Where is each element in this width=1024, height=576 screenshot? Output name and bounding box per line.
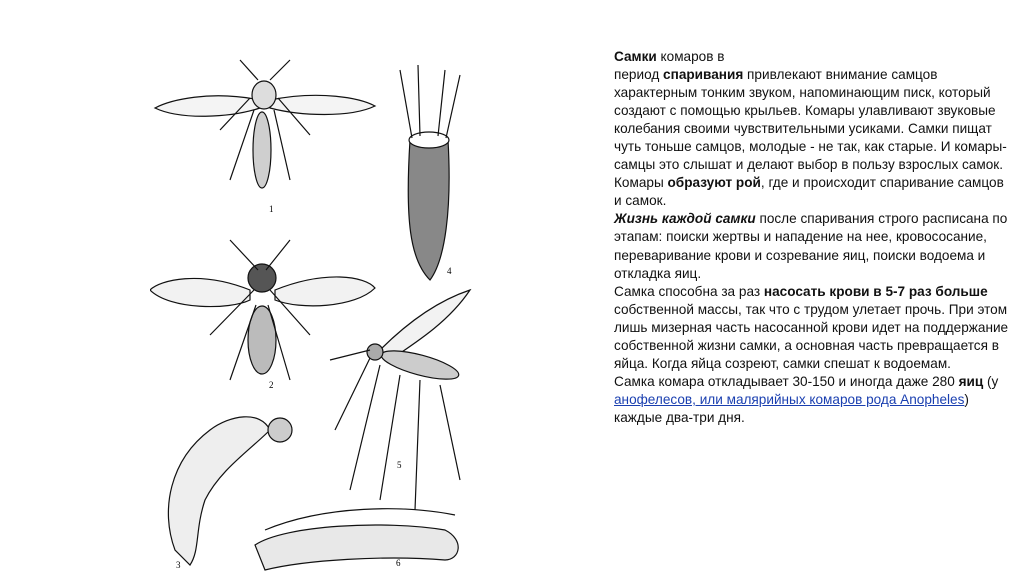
anopheles-link[interactable]: анофелесов, или малярийных комаров рода Anopheles bbox=[614, 391, 965, 407]
text-span: Самка комара откладывает 30-150 и иногда даже 280 bbox=[614, 373, 959, 389]
bold-females: Самки bbox=[614, 49, 657, 64]
bold-italic-life: Жизнь каждой самки bbox=[614, 211, 756, 227]
text-span: ) каждые два-три дня. bbox=[614, 391, 969, 425]
text-span: Самка способна за раз bbox=[614, 283, 764, 299]
text-span: , где и происходит спаривание самцов и самок. bbox=[614, 175, 1004, 209]
text-span: период bbox=[614, 67, 664, 83]
bold-mating: спаривания bbox=[663, 67, 744, 83]
paragraph-life bbox=[614, 210, 1014, 282]
figure-label-6: 6 bbox=[396, 558, 401, 568]
paragraph-eggs bbox=[614, 373, 1014, 427]
figure-6-larva bbox=[255, 509, 458, 570]
bold-blood: насосать крови в 5-7 раз больше bbox=[763, 283, 988, 299]
text-span: после спаривания строго расписана по этапам: поиски жертвы и нападение на нее, кровососание, переваривание крови и созревание яиц, поиски водоема и откладка яиц. bbox=[614, 211, 1008, 281]
figure-label-4: 4 bbox=[447, 266, 452, 276]
figure-label-2: 2 bbox=[269, 380, 274, 390]
paragraph-mating bbox=[614, 48, 1014, 210]
bold-swarm: образуют рой bbox=[667, 175, 761, 191]
figure-1-mosquito bbox=[155, 60, 375, 188]
text-span: комаров в bbox=[656, 49, 725, 64]
article-text bbox=[614, 48, 1014, 427]
insect-drawings bbox=[150, 50, 480, 572]
text-span: собственной массы, так что с трудом улетает прочь. При этом лишь мизерная часть насосанной крови идет на поддержание собственной жизни самки, а основная часть превращается в яйца. Когда яйца созреют, самки спешат к водоемам. bbox=[614, 301, 1009, 371]
figure-2-fly bbox=[150, 240, 375, 380]
bold-eggs: яиц bbox=[958, 373, 984, 389]
figure-5-mosquito bbox=[330, 290, 470, 510]
figure-label-1: 1 bbox=[269, 204, 274, 214]
insect-illustration bbox=[150, 50, 480, 572]
figure-label-5: 5 bbox=[397, 460, 402, 470]
paragraph-blood bbox=[614, 283, 1014, 373]
figure-4-egg bbox=[400, 65, 460, 280]
text-span: привлекают внимание самцов характерным тонким звуком, напоминающим писк, который создают с помощью крыльев. Комары улавливают звуковые колебания своими чувствительными усиками. Самки пищат чуть тоньше самцов, молодые - не так, как старые. И комары-самцы это слышат и делают выбор в пользу взрослых самок. Комары bbox=[614, 67, 1007, 191]
figure-label-3: 3 bbox=[176, 560, 181, 570]
text-span: (у bbox=[983, 373, 999, 389]
